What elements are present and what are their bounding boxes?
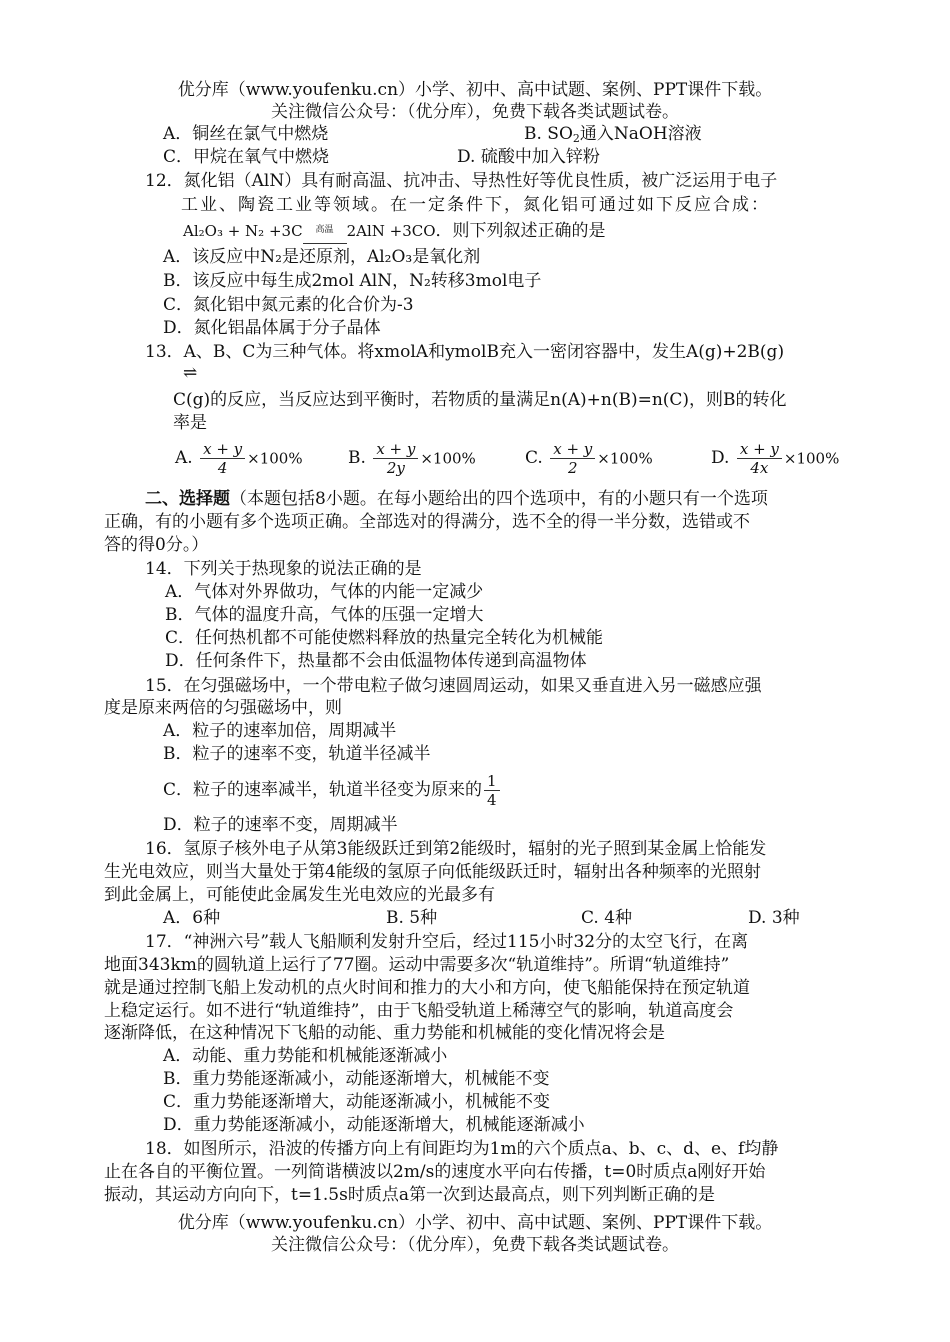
q12-option-a: A．该反应中N₂是还原剂，Al₂O₃是氧化剂 [163, 247, 481, 267]
q18-stem-2: 止在各自的平衡位置。一列简谐横波以2m/s的速度水平向右传播，t=0时质点a刚好开始 [104, 1162, 766, 1182]
percent-factor: ×100% [783, 449, 840, 468]
header-line-2: 关注微信公众号：（优分库），免费下载各类试题试卷。 [271, 102, 679, 122]
q13-option-c [525, 438, 653, 479]
q17-option-a: A．动能、重力势能和机械能逐渐减小 [163, 1046, 448, 1066]
section-2-intro-1 [145, 488, 768, 510]
section-2-intro-2: 正确，有的小题有多个选项正确。全部选对的得满分，选不全的得一半分数，选错或不 [104, 512, 750, 532]
q13-stem-1: 13．A、B、C为三种气体。将xmolA和ymolB充入一密闭容器中，发生A(g)+2B(g) [145, 342, 785, 362]
q17-stem-2: 地面343km的圆轨道上运行了77圈。运动中需要多次“轨道维持”。所谓“轨道维持” [104, 955, 730, 975]
q16-option-a: A．6种 [163, 908, 221, 928]
q17-stem-1: 17．“神洲六号”载人飞船顺利发射升空后，经过115小时32分的太空飞行，在离 [145, 932, 749, 952]
fraction-denominator: 4x [750, 459, 769, 477]
q11-option-b-pre: B. SO [524, 124, 573, 144]
q11-option-a: A．铜丝在氯气中燃烧 [163, 124, 329, 144]
fraction-denominator: 2y [386, 459, 405, 477]
q11-option-b-sub: 2 [572, 132, 580, 145]
q15-option-c-text: C．粒子的速率减半，轨道半径变为原来的 [163, 780, 483, 800]
q13-option-c-fraction [550, 440, 595, 477]
fraction-denominator: 4 [217, 459, 228, 477]
q13-equilibrium-arrow: ⇌ [183, 363, 198, 383]
q18-stem-1: 18．如图所示，沿波的传播方向上有间距均为1m的六个质点a、b、c、d、e、f均静 [145, 1139, 779, 1159]
q14-option-a: A．气体对外界做功，气体的内能一定减少 [165, 582, 484, 602]
percent-factor: ×100% [247, 449, 303, 468]
q12-stem-3: ．则下列叙述正确的是 [435, 221, 606, 241]
q17-option-b: B．重力势能逐渐减小，动能逐渐增大，机械能不变 [163, 1069, 550, 1089]
fraction-numerator: x + y [373, 440, 418, 459]
q14-option-c: C．任何热机都不可能使燃料释放的热量完全转化为机械能 [165, 628, 604, 648]
q12-eq-right: 2AlN +3CO [346, 222, 436, 240]
q15-option-c [163, 770, 502, 810]
q12-equation [183, 219, 606, 242]
footer-line-1: 优分库（www.youfenku.cn）小学、初中、高中试题、案例、PPT课件下载。 [177, 1213, 773, 1233]
section-2-intro-3: 答的得0分。） [104, 535, 209, 555]
fraction-denominator: 2 [567, 459, 578, 477]
fraction-numerator: x + y [737, 440, 782, 459]
q15-option-b: B．粒子的速率不变，轨道半径减半 [163, 744, 431, 764]
q13-stem-3: 率是 [173, 413, 207, 433]
q12-eq-left: Al₂O₃ + N₂ +3C [183, 222, 303, 240]
q11-option-d: D. 硫酸中加入锌粉 [457, 147, 600, 167]
q13-option-a [175, 438, 303, 479]
header-line-1: 优分库（www.youfenku.cn）小学、初中、高中试题、案例、PPT课件下载。 [177, 80, 773, 100]
q13-stem-2: C(g)的反应，当反应达到平衡时，若物质的量满足n(A)+n(B)=n(C)，则B的转化 [173, 390, 787, 410]
q16-stem-2: 生光电效应，则当大量处于第4能级的氢原子向低能级跃迁时，辐射出各种频率的光照射 [104, 862, 761, 882]
q13-option-d-fraction [737, 440, 782, 477]
q13-option-d [711, 438, 839, 479]
q11-option-b-post: 通入NaOH溶液 [579, 124, 702, 144]
q12-option-b: B．该反应中每生成2mol AlN，N₂转移3mol电子 [163, 271, 542, 291]
fraction-numerator: x + y [200, 440, 245, 459]
q13-option-b [348, 438, 476, 479]
q15-stem-1: 15．在匀强磁场中，一个带电粒子做匀速圆周运动，如果又垂直进入另一磁感应强 [145, 676, 762, 696]
fraction-numerator: 1 [484, 772, 500, 791]
fraction-denominator: 4 [487, 791, 497, 809]
q11-option-c: C．甲烷在氧气中燃烧 [163, 147, 330, 167]
q17-stem-4: 上稳定运行。如不进行“轨道维持”，由于飞船受轨道上稀薄空气的影响，轨道高度会 [104, 1001, 734, 1021]
q12-stem-2: 工业、陶瓷工业等领域。在一定条件下，氮化铝可通过如下反应合成： [181, 195, 770, 215]
q14-option-d: D．任何条件下，热量都不会由低温物体传递到高温物体 [165, 651, 587, 671]
section-2-title: 二、选择题 [145, 489, 230, 509]
q17-stem-5: 逐渐降低，在这种情况下飞船的动能、重力势能和机械能的变化情况将会是 [104, 1023, 665, 1043]
q18-stem-3: 振动，其运动方向向下，t=1.5s时质点a第一次到达最高点，则下列判断正确的是 [104, 1185, 715, 1205]
q17-option-d: D．重力势能逐渐减小，动能逐渐增大，机械能逐渐减小 [163, 1115, 585, 1135]
fraction-numerator: x + y [550, 440, 595, 459]
q12-eq-condition: 高温 [303, 219, 347, 241]
q16-option-d: D. 3种 [748, 908, 800, 928]
q15-stem-2: 度是原来两倍的匀强磁场中，则 [104, 698, 342, 718]
q17-stem-3: 就是通过控制飞船上发动机的点火时间和推力的大小和方向，使飞船能保持在预定轨道 [104, 978, 750, 998]
q15-option-d: D．粒子的速率不变，周期减半 [163, 815, 398, 835]
q13-option-a-label: A. [175, 448, 193, 468]
q13-option-b-fraction [373, 440, 418, 477]
q14-option-b: B．气体的温度升高，气体的压强一定增大 [165, 605, 484, 625]
q13-option-a-fraction [200, 440, 245, 477]
q16-option-c: C. 4种 [581, 908, 633, 928]
footer-line-2: 关注微信公众号：（优分库），免费下载各类试题试卷。 [271, 1235, 679, 1255]
q13-option-b-label: B. [348, 448, 366, 468]
q12-option-c: C．氮化铝中氮元素的化合价为-3 [163, 295, 414, 315]
q12-stem-1: 12．氮化铝（AlN）具有耐高温、抗冲击、导热性好等优良性质，被广泛运用于电子 [145, 171, 778, 191]
percent-factor: ×100% [597, 449, 653, 468]
q16-option-b: B. 5种 [386, 908, 438, 928]
q15-option-c-fraction [484, 772, 500, 809]
q14-stem: 14．下列关于热现象的说法正确的是 [145, 559, 422, 579]
q15-option-a: A．粒子的速率加倍，周期减半 [163, 721, 397, 741]
q17-option-c: C．重力势能逐渐增大，动能逐渐减小，机械能不变 [163, 1092, 551, 1112]
q12-option-d: D．氮化铝晶体属于分子晶体 [163, 318, 381, 338]
q13-option-d-label: D. [711, 448, 730, 468]
percent-factor: ×100% [420, 449, 476, 468]
q13-option-c-label: C. [525, 448, 543, 468]
q16-stem-3: 到此金属上，可能使此金属发生光电效应的光最多有 [104, 885, 495, 905]
section-2-line-1: （本题包括8小题。在每小题给出的四个选项中，有的小题只有一个选项 [230, 489, 768, 509]
q16-stem-1: 16．氢原子核外电子从第3能级跃迁到第2能级时，辐射的光子照到某金属上恰能发 [145, 839, 767, 859]
